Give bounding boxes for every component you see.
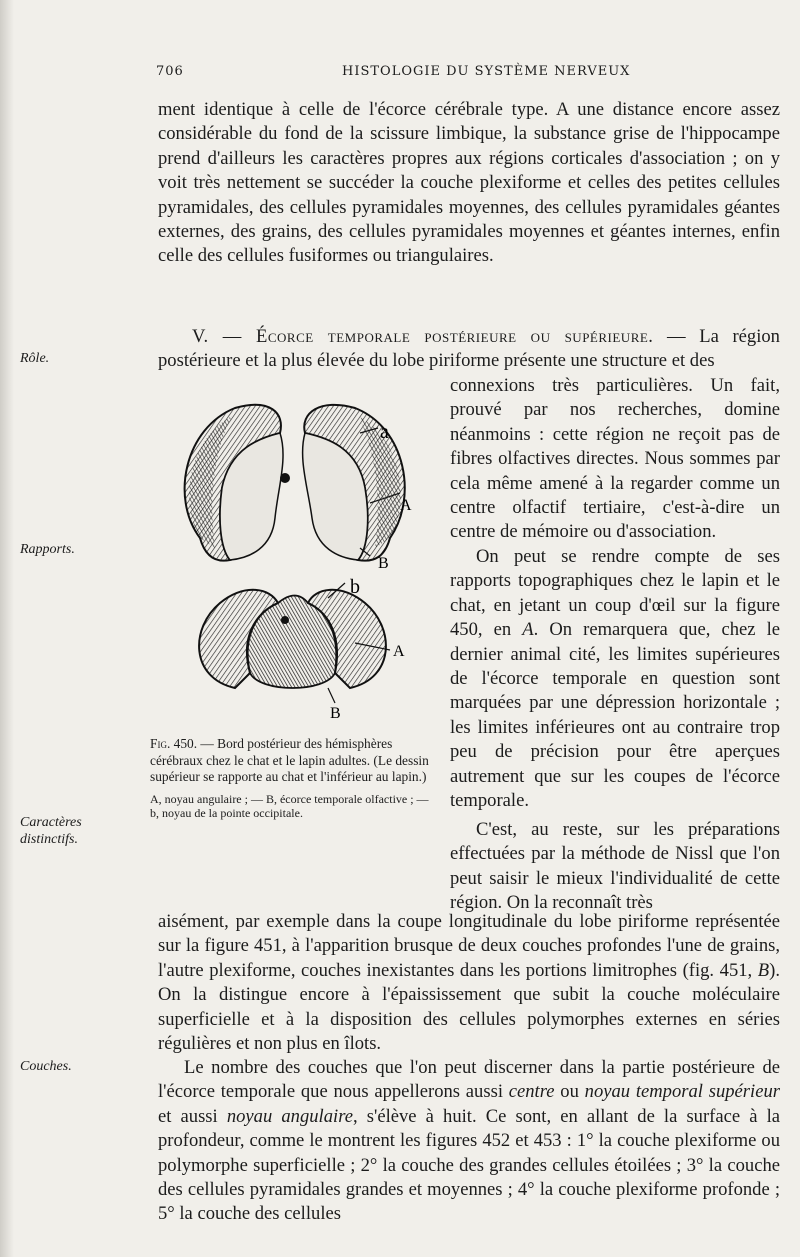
- italic-run: A: [522, 619, 534, 641]
- label-top-a: a: [380, 421, 389, 443]
- label-bot-B: B: [330, 705, 341, 722]
- running-title: HISTOLOGIE DU SYSTÈME NERVEUX: [342, 64, 631, 79]
- rabbit-hemispheres-drawing: [199, 583, 390, 703]
- paragraph-rapports: [450, 545, 780, 813]
- text-run: On peut se rendre compte de ses rapports topographiques chez le lapin et le chat, en jetant un coup d'œil sur la figure 450, en: [450, 546, 780, 641]
- caption-label: Fig. 450.: [150, 736, 198, 751]
- label-bot-A: A: [393, 643, 405, 660]
- page-header: [156, 64, 776, 84]
- text-run: ). On la distingue encore à l'épaississement que subit la couche moléculaire superficielle et à la disposition des cellules polymorphes externes en séries régulières et non plus en îlots.: [158, 959, 780, 1055]
- paragraph-nissl: C'est, au reste, sur les préparations effectuées par la méthode de Nissl que l'on peut saisir le mieux l'individualité de cette région. On la reconnaît très: [450, 819, 780, 914]
- text-run: Le nombre des couches que l'on peut discerner dans la partie postérieure de l'écorce temporale que nous appellerons aussi: [158, 1057, 780, 1103]
- cat-hemispheres-drawing: [185, 405, 405, 561]
- italic-run: noyau temporal supérieur: [584, 1081, 780, 1103]
- label-top-A: A: [400, 497, 412, 514]
- caption-legend: A, noyau angulaire ; — B, écorce temporale olfactive ; — b, noyau de la pointe occipitale.: [150, 791, 429, 820]
- label-bot-b: b: [350, 576, 360, 598]
- margin-note-role: Rôle.: [20, 351, 50, 366]
- figure-450-caption: [150, 736, 432, 821]
- text-run: . On remarquera que, chez le dernier animal cité, les limites supérieures de l'écorce temporale en question sont marquées par une dépression horizontale ; les limites inférieures ont au contraire trop peu de précision pour être aperçues autrement que sur les coupes de l'écorce temporale.: [450, 619, 780, 812]
- italic-run: B: [757, 959, 770, 981]
- margin-note-rapports: Rapports.: [20, 542, 75, 557]
- page-number: 706: [156, 64, 184, 79]
- section-v-heading: V. — Écorce temporale postérieure ou supérieure.: [192, 326, 654, 347]
- paragraph-couches: [158, 1056, 780, 1227]
- paragraph-coupe-longitudinale: [158, 910, 780, 1056]
- caption-text: — Bord postérieur des hémisphères cérébraux chez le chat et le lapin adultes. (Le dessin supérieur se rapporte au chat et l'inférieur au lapin.): [150, 736, 429, 784]
- caption-main: [150, 736, 432, 786]
- text-run: ou: [554, 1081, 585, 1103]
- italic-run: centre: [508, 1081, 555, 1103]
- page-binding-shadow: [0, 0, 14, 1257]
- margin-note-caracteres: Caractères distinctifs.: [20, 815, 82, 847]
- margin-note-couches: Couches.: [20, 1059, 72, 1074]
- figure-450-drawing: [160, 388, 430, 728]
- italic-run: noyau angulaire: [226, 1105, 353, 1127]
- section-v-continuation: connexions très particulières. Un fait, prouvé par nos recherches, domine néanmoins : cette région ne reçoit pas de fibres olfactives directes. Nous sommes par cela même amené à la regarder comme un centre olfactif tertiaire, c'est-à-dire un centre de mémoire ou d'association.: [450, 375, 780, 543]
- figure-450: [160, 388, 430, 728]
- section-v-intro: — La région postérieure et la plus élevée du lobe piriforme présente une structure et des: [158, 326, 780, 372]
- label-top-B: B: [378, 555, 389, 572]
- text-run: , s'élève à huit. Ce sont, en allant de la surface à la profondeur, comme le montrent les figures 452 et 453 : 1° la couche plexiforme ou polymorphe superficielle ; 2° la couche des grandes cellules étoilées ; 3° la couche des cellules pyramidales grandes et moyennes ; 4° la couche plexiforme profonde ; 5° la couche des cellules: [158, 1105, 781, 1225]
- text-run: aisément, par exemple dans la coupe longitudinale du lobe piriforme représentée sur la figure 451, à l'apparition brusque de deux couches profondes l'une de grains, l'autre plexiforme, couches inexistantes dans les portions limitrophes (fig. 451,: [158, 911, 780, 981]
- text-run: et aussi: [158, 1105, 227, 1127]
- paragraph-hippocampe: ment identique à celle de l'écorce cérébrale type. A une distance encore assez considérable du fond de la scissure limbique, la substance grise de l'hippocampe prend d'ailleurs les caractères propres aux régions corticales d'association ; on y voit très nettement se succéder la couche plexiforme et celles des petites cellules pyramidales, des cellules pyramidales moyennes, des cellules pyramidales géantes externes, des grains, des cellules pyramidales moyennes et géantes internes, enfin celle des cellules fusiformes ou triangulaires.: [158, 99, 780, 267]
